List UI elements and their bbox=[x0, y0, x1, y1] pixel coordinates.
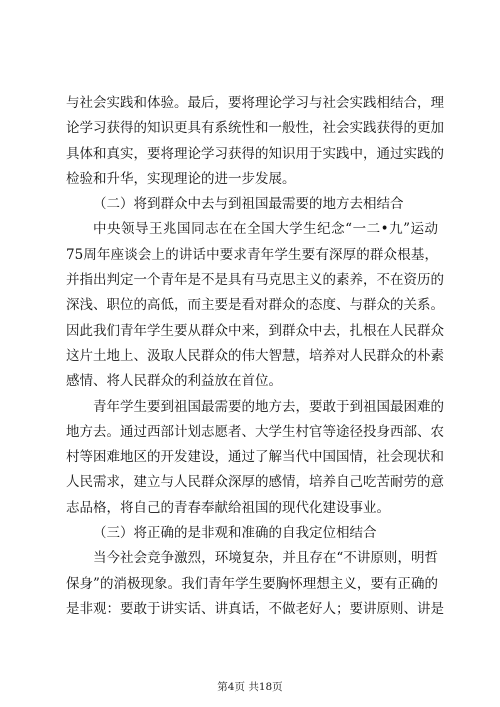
text-line: 深浅、职位的高低，而主要是看对群众的态度、与群众的关系。 bbox=[66, 297, 444, 314]
text-line: 感情、将人民群众的利益放在首位。 bbox=[66, 373, 282, 390]
text-line: 因此我们青年学生要从群众中来，到群众中去，扎根在人民群众 bbox=[66, 322, 444, 339]
text-line: 这片土地上、汲取人民群众的伟大智慧，培养对人民群众的朴素 bbox=[66, 347, 444, 364]
text-line: 与社会实践和体验。最后，要将理论学习与社会实践相结合，理 bbox=[66, 95, 444, 111]
text-line: 志品格，将自己的青春奉献给祖国的现代化建设事业。 bbox=[66, 499, 390, 516]
text-line: 检验和升华，实现理论的进一步发展。 bbox=[66, 170, 296, 187]
text-line: 地方去。通过西部计划志愿者、大学生村官等途径投身西部、农 bbox=[66, 423, 444, 440]
page-footer: 第4页 共18页 bbox=[217, 681, 283, 693]
document-body bbox=[66, 91, 444, 622]
text-line: 中央领导王兆国同志在在全国大学生纪念“一二•九”运动 bbox=[93, 221, 438, 238]
text-line: 青年学生要到祖国最需要的地方去，要敢于到祖国最困难的 bbox=[93, 398, 444, 415]
text-line: 具体和真实，要将理论学习获得的知识用于实践中，通过实践的 bbox=[66, 145, 444, 162]
text-line: 村等困难地区的开发建设，通过了解当代中国国情，社会现状和 bbox=[66, 449, 444, 466]
text-line: 是非观：要敢于讲实话、讲真话，不做老好人；要讲原则、讲是 bbox=[66, 600, 444, 617]
text-line: 保身”的消极现象。我们青年学生要胸怀理想主义，要有正确的 bbox=[66, 575, 438, 592]
text-line: （二）将到群众中去与到祖国最需要的地方去相结合 bbox=[93, 196, 404, 213]
text-line: （三）将正确的是非观和准确的自我定位相结合 bbox=[93, 525, 377, 542]
text-line: 人民需求，建立与人民群众深厚的感情，培养自己吃苦耐劳的意 bbox=[66, 474, 444, 491]
text-line: 75周年座谈会上的讲话中要求青年学生要有深厚的群众根基， bbox=[66, 246, 438, 263]
text-line: 论学习获得的知识更具有系统性和一般性，社会实践获得的更加 bbox=[66, 120, 444, 137]
text-line: 并指出判定一个青年是不是具有马克思主义的素养，不在资历的 bbox=[66, 272, 444, 289]
text-line: 当今社会竞争激烈，环境复杂，并且存在“不讲原则，明哲 bbox=[93, 550, 438, 567]
